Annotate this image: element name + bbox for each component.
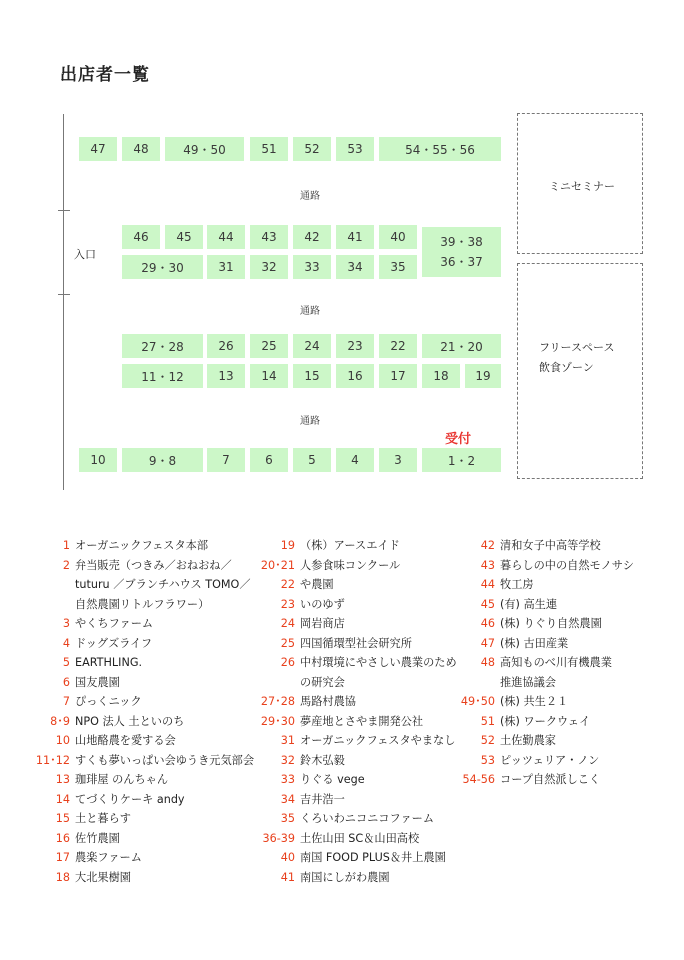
booth: 51 (250, 137, 288, 161)
booth: 45 (165, 225, 203, 249)
vendor-row (250, 731, 457, 751)
vendor-name: ドッグズライフ (75, 636, 153, 650)
vendor-name: 珈琲屋 のんちゃん (75, 773, 169, 786)
vendor-number: 7 (62, 695, 70, 708)
vendor-number: 4 (62, 636, 70, 650)
vendor-number: 8･9 (50, 714, 70, 728)
vendor-number: 51 (480, 714, 495, 728)
vendor-number: 23 (280, 597, 295, 611)
booth: 4 (336, 448, 374, 472)
vendor-name: （株）アースエイド (300, 539, 400, 552)
vendor-row (30, 634, 254, 654)
vendor-name: 南国にしがわ農園 (300, 870, 390, 884)
vendor-number: 33 (280, 773, 295, 786)
aisle-label: 通路 (300, 306, 320, 317)
vendor-name: 人参食味コンクール (300, 558, 401, 572)
vendor-number: 26 (280, 656, 295, 669)
entrance-tick-bottom (58, 294, 70, 295)
vendor-name: や農園 (300, 578, 334, 591)
booth: 49・50 (165, 137, 244, 161)
vendor-name: 土と暮らす (75, 812, 131, 825)
vendor-name: 夢産地とさやま開発公社 (300, 714, 424, 728)
booth: 13 (207, 364, 245, 388)
vendor-number: 16 (55, 831, 70, 845)
vendor-row (448, 751, 634, 771)
vendor-row (250, 829, 457, 849)
vendor-name: 国友農園 (75, 675, 120, 689)
vendor-row (30, 868, 254, 888)
vendor-row (448, 614, 634, 634)
booth: 7 (207, 448, 245, 472)
vendor-name: 弁当販売（つきみ／おねおね／ tuturu ／ブランチハウス TOMO／ 自然農園リトルフラワー） (75, 558, 251, 611)
vendor-name: (株) ワークウェイ (500, 714, 591, 728)
aisle-label: 通路 (300, 416, 320, 427)
booth: 41 (336, 225, 374, 249)
mini-seminar-label: ミニセミナー (549, 180, 615, 193)
vendor-row (448, 634, 634, 654)
booth: 33 (293, 255, 331, 279)
booth: 10 (79, 448, 117, 472)
booth: 27・28 (122, 334, 203, 358)
vendor-name: 牧工房 (500, 578, 534, 591)
vendor-number: 40 (280, 851, 295, 864)
vendor-list-col1 (30, 536, 254, 887)
vendor-row (30, 770, 254, 790)
booth: 25 (250, 334, 288, 358)
vendor-number: 2 (62, 558, 70, 572)
booth: 53 (336, 137, 374, 161)
booth: 52 (293, 137, 331, 161)
vendor-name: 吉井浩一 (300, 792, 345, 806)
vendor-row (250, 809, 457, 829)
vendor-number: 20･21 (260, 558, 295, 572)
booth: 24 (293, 334, 331, 358)
vendor-name: (株) 共生２１ (500, 695, 569, 708)
vendor-number: 34 (280, 792, 295, 806)
booth: 17 (379, 364, 417, 388)
booth: 11・12 (122, 364, 203, 388)
booth: 19 (465, 364, 501, 388)
booth-label: 39・38 (440, 235, 483, 249)
vendor-number: 32 (280, 753, 295, 767)
booth: 23 (336, 334, 374, 358)
vendor-name: ピッツェリア・ノン (500, 753, 600, 767)
vendor-row (250, 575, 457, 595)
vendor-name: オーガニックフェスタやまなし (300, 734, 456, 747)
vendor-row (30, 751, 254, 771)
dining-zone-label: 飲食ゾーン (539, 361, 594, 374)
booth: 26 (207, 334, 245, 358)
booth: 34 (336, 255, 374, 279)
vendor-number: 48 (480, 656, 495, 669)
booth: 31 (207, 255, 245, 279)
vendor-row (250, 848, 457, 868)
page-title: 出店者一覧 (60, 65, 150, 85)
booth: 6 (250, 448, 288, 472)
vendor-row (30, 848, 254, 868)
booth: 54・55・56 (379, 137, 501, 161)
vendor-name: (有) 高生連 (500, 597, 558, 611)
vendor-row (448, 692, 634, 712)
booth: 3 (379, 448, 417, 472)
vendor-row (448, 575, 634, 595)
vendor-name: 暮らしの中の自然モノサシ (500, 558, 634, 572)
vendor-row (30, 731, 254, 751)
vendor-name: コープ自然派しこく (500, 773, 601, 786)
vendor-number: 11･12 (35, 753, 70, 767)
vendor-row (30, 653, 254, 673)
vendor-number: 41 (280, 870, 295, 884)
vendor-number: 42 (480, 539, 495, 552)
booth: 16 (336, 364, 374, 388)
vendor-number: 43 (480, 558, 495, 572)
vendor-number: 22 (280, 578, 295, 591)
vendor-number: 54-56 (462, 773, 495, 786)
vendor-row (250, 614, 457, 634)
vendor-row (30, 692, 254, 712)
vendor-row (250, 868, 457, 888)
vendor-name: NPO 法人 土といのち (75, 714, 185, 728)
vendor-name: 南国 FOOD PLUS＆井上農園 (300, 851, 446, 864)
vendor-number: 6 (62, 675, 70, 689)
booth-label: 36・37 (440, 255, 483, 269)
vendor-number: 47 (480, 636, 495, 650)
vendor-row (448, 556, 634, 576)
vendor-number: 35 (280, 812, 295, 825)
vendor-number: 13 (55, 773, 70, 786)
entrance-tick-top (58, 210, 70, 211)
vendor-row (250, 595, 457, 615)
vendor-name: 土佐勤農家 (500, 734, 556, 747)
booth-36-39 (422, 227, 501, 277)
booth: 29・30 (122, 255, 203, 279)
vendor-name: ぴっくニック (75, 695, 142, 708)
vendor-number: 14 (55, 792, 70, 806)
booth: 5 (293, 448, 331, 472)
booth: 47 (79, 137, 117, 161)
vendor-row (250, 634, 457, 654)
booth: 35 (379, 255, 417, 279)
vendor-name: 高知ものべ川有機農業 推進協議会 (500, 656, 612, 689)
vendor-number: 10 (55, 734, 70, 747)
booth: 22 (379, 334, 417, 358)
vendor-row (250, 556, 457, 576)
booth: 9・8 (122, 448, 203, 472)
vendor-number: 15 (55, 812, 70, 825)
vendor-name: やくちファーム (75, 617, 154, 630)
vendor-name: すくも夢いっぱい会ゆうき元気部会 (75, 753, 255, 767)
vendor-number: 19 (280, 539, 295, 552)
vendor-number: 25 (280, 636, 295, 650)
vendor-row (250, 536, 457, 556)
vendor-row (250, 770, 457, 790)
entrance-wall-line (63, 114, 64, 490)
vendor-name: 鈴木弘毅 (300, 753, 345, 767)
vendor-name: くろいわニコニコファーム (300, 812, 435, 825)
vendor-number: 46 (480, 617, 495, 630)
vendor-name: いのゆず (300, 597, 345, 611)
vendor-number: 18 (55, 870, 70, 884)
vendor-number: 3 (62, 617, 70, 630)
vendor-name: (株) りぐり自然農園 (500, 617, 602, 630)
vendor-name: 馬路村農協 (300, 695, 356, 708)
vendor-row (250, 751, 457, 771)
booth: 44 (207, 225, 245, 249)
entrance-label: 入口 (74, 248, 96, 261)
booth: 21・20 (422, 334, 501, 358)
vendor-name: 中村環境にやさしい農業のため の研究会 (300, 656, 457, 689)
vendor-number: 29･30 (260, 714, 295, 728)
vendor-name: 岡岩商店 (300, 617, 345, 630)
vendor-row (30, 829, 254, 849)
vendor-number: 36-39 (262, 831, 295, 845)
vendor-number: 52 (480, 734, 495, 747)
booth: 15 (293, 364, 331, 388)
vendor-number: 44 (480, 578, 495, 591)
vendor-name: 山地酪農を愛する会 (75, 734, 176, 747)
aisle-label: 通路 (300, 191, 320, 202)
vendor-name: てづくりケーキ andy (75, 792, 185, 806)
vendor-row (30, 556, 254, 615)
vendor-number: 49･50 (460, 695, 495, 708)
vendor-row (250, 653, 457, 692)
vendor-list-col3 (448, 536, 634, 790)
vendor-name: 土佐山田 SC＆山田高校 (300, 831, 420, 845)
booth: 43 (250, 225, 288, 249)
vendor-number: 1 (62, 539, 70, 552)
vendor-number: 24 (280, 617, 295, 630)
vendor-row (448, 536, 634, 556)
vendor-number: 27･28 (260, 695, 295, 708)
vendor-number: 45 (480, 597, 495, 611)
vendor-row (30, 614, 254, 634)
vendor-row (448, 770, 634, 790)
booth: 42 (293, 225, 331, 249)
vendor-row (448, 731, 634, 751)
vendor-number: 53 (480, 753, 495, 767)
booth: 46 (122, 225, 160, 249)
vendor-row (250, 712, 457, 732)
booth: 14 (250, 364, 288, 388)
vendor-number: 31 (280, 734, 295, 747)
vendor-name: (株) 古田産業 (500, 636, 569, 650)
free-space-label: フリースペース (539, 341, 615, 354)
booth: 1・2 (422, 448, 501, 472)
vendor-name: りぐる vege (300, 773, 365, 786)
vendor-row (448, 595, 634, 615)
vendor-list-col2 (250, 536, 457, 887)
vendor-number: 5 (62, 656, 70, 669)
vendor-row (30, 673, 254, 693)
vendor-row (30, 790, 254, 810)
booth: 32 (250, 255, 288, 279)
vendor-name: 農楽ファーム (75, 851, 142, 864)
booth: 40 (379, 225, 417, 249)
booth: 48 (122, 137, 160, 161)
vendor-row (30, 536, 254, 556)
vendor-row (250, 790, 457, 810)
vendor-name: 四国循環型社会研究所 (300, 636, 412, 650)
vendor-name: 大北果樹園 (75, 870, 131, 884)
vendor-row (448, 712, 634, 732)
vendor-name: 清和女子中高等学校 (500, 539, 601, 552)
vendor-name: オーガニックフェスタ本部 (75, 539, 209, 552)
vendor-name: EARTHLING. (75, 656, 143, 669)
booth: 18 (422, 364, 460, 388)
vendor-row (448, 653, 634, 692)
vendor-number: 17 (55, 851, 70, 864)
vendor-row (250, 692, 457, 712)
vendor-name: 佐竹農園 (75, 831, 120, 845)
reception-label: 受付 (445, 432, 472, 447)
vendor-row (30, 809, 254, 829)
vendor-row (30, 712, 254, 732)
